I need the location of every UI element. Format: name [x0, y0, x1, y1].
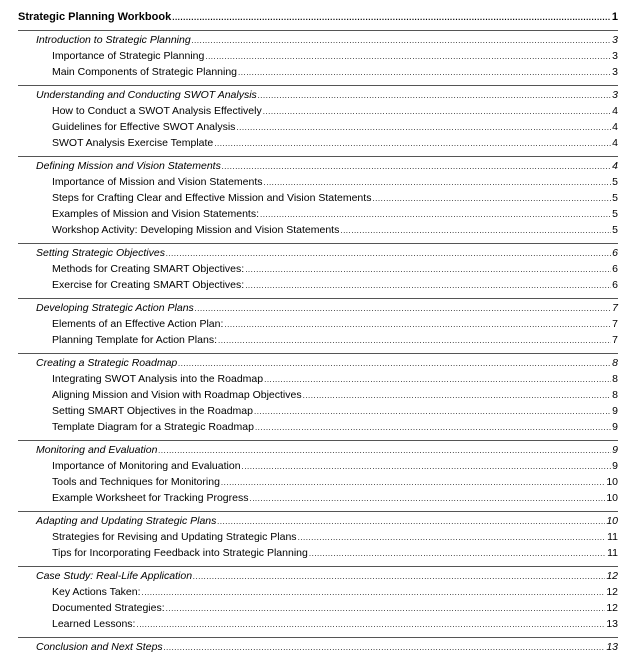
toc-chapter-entry-label: Introduction to Strategic Planning — [36, 34, 191, 46]
toc-subentry-label: Methods for Creating SMART Objectives: — [52, 263, 245, 275]
toc-subentry-label: Main Components of Strategic Planning — [52, 66, 238, 78]
toc-subentry-page: 4 — [612, 137, 618, 149]
toc-subentry-label: Guidelines for Effective SWOT Analysis — [52, 121, 236, 133]
toc-subentry-page: 6 — [612, 263, 618, 275]
toc-chapter-entry-page: 13 — [606, 641, 618, 653]
dot-leader — [166, 246, 611, 262]
dot-leader — [214, 136, 611, 152]
toc-chapter-entry[interactable] — [18, 87, 618, 103]
toc-subentry[interactable] — [18, 419, 618, 435]
toc-subentry-label: Example Worksheet for Tracking Progress — [52, 492, 249, 504]
toc-subentry[interactable] — [18, 316, 618, 332]
dot-leader — [205, 49, 611, 65]
toc-section — [18, 511, 618, 561]
dot-leader — [166, 601, 606, 617]
toc-chapter-entry[interactable] — [18, 639, 618, 655]
toc-subentry-label: Elements of an Effective Action Plan: — [52, 318, 224, 330]
dot-leader — [195, 301, 611, 317]
dot-leader — [249, 491, 605, 507]
dot-leader — [192, 33, 611, 49]
toc-subentry-label: SWOT Analysis Exercise Template — [52, 137, 214, 149]
dot-leader — [172, 9, 611, 27]
dot-leader — [264, 372, 611, 388]
toc-subentry-label: Workshop Activity: Developing Mission and Vision Statements — [52, 224, 340, 236]
toc-subentry-label: How to Conduct a SWOT Analysis Effectively — [52, 105, 262, 117]
toc-subentry-label: Key Actions Taken: — [52, 586, 141, 598]
toc-chapter-entry-page: 7 — [612, 302, 618, 314]
toc-subentry[interactable] — [18, 135, 618, 151]
toc-chapter-entry-page: 6 — [612, 247, 618, 259]
toc-subentry[interactable] — [18, 458, 618, 474]
toc-chapter-entry-page: 3 — [612, 34, 618, 46]
dot-leader — [242, 459, 612, 475]
dot-leader — [255, 420, 611, 436]
toc-chapter-entry-page: 10 — [606, 515, 618, 527]
toc-subentry-page: 4 — [612, 121, 618, 133]
toc-subentry-label: Setting SMART Objectives in the Roadmap — [52, 405, 253, 417]
toc-title-page: 1 — [611, 11, 618, 23]
toc-subentry-label: Strategies for Revising and Updating Strategic Plans — [52, 531, 297, 543]
toc-subentry-page: 12 — [606, 586, 618, 598]
dot-leader — [178, 356, 611, 372]
toc-subentry-label: Planning Template for Action Plans: — [52, 334, 217, 346]
toc-subentry[interactable] — [18, 206, 618, 222]
toc-chapter-entry[interactable] — [18, 158, 618, 174]
toc-chapter-entry[interactable] — [18, 568, 618, 584]
toc-section — [18, 85, 618, 151]
toc-subentry[interactable] — [18, 190, 618, 206]
toc-chapter-entry[interactable] — [18, 300, 618, 316]
toc-section — [18, 243, 618, 293]
dot-leader — [238, 65, 611, 81]
dot-leader — [263, 104, 611, 120]
toc-subentry[interactable] — [18, 529, 618, 545]
toc-subentry-page: 8 — [612, 373, 618, 385]
toc-sections — [18, 30, 618, 655]
toc-chapter-entry-label: Monitoring and Evaluation — [36, 444, 158, 456]
toc-chapter-entry[interactable] — [18, 32, 618, 48]
toc-subentry[interactable] — [18, 474, 618, 490]
toc-subentry[interactable] — [18, 261, 618, 277]
toc-subentry-label: Tools and Techniques for Monitoring — [52, 476, 220, 488]
toc-subentry-page: 7 — [612, 334, 618, 346]
dot-leader — [136, 617, 605, 633]
toc-chapter-entry-page: 9 — [612, 444, 618, 456]
toc-title: Strategic Planning Workbook — [18, 11, 172, 23]
toc-subentry[interactable] — [18, 119, 618, 135]
toc-chapter-entry-label: Case Study: Real-Life Application — [36, 570, 193, 582]
dot-leader — [258, 88, 611, 104]
toc-chapter-entry-label: Defining Mission and Vision Statements — [36, 160, 221, 172]
toc-subentry[interactable] — [18, 48, 618, 64]
toc-subentry[interactable] — [18, 103, 618, 119]
toc-subentry[interactable] — [18, 387, 618, 403]
toc-subentry-page: 6 — [612, 279, 618, 291]
toc-subentry-label: Documented Strategies: — [52, 602, 165, 614]
dot-leader — [164, 640, 606, 656]
toc-subentry[interactable] — [18, 545, 618, 561]
toc-section — [18, 30, 618, 80]
toc-chapter-entry-label: Creating a Strategic Roadmap — [36, 357, 178, 369]
toc-subentry-label: Steps for Crafting Clear and Effective Mission and Vision Statements — [52, 192, 372, 204]
dot-leader — [193, 569, 605, 585]
dot-leader — [309, 546, 606, 562]
dot-leader — [264, 175, 612, 191]
toc-subentry-page: 13 — [606, 618, 618, 630]
toc-subentry-page: 7 — [612, 318, 618, 330]
table-of-contents — [18, 8, 618, 655]
dot-leader — [221, 475, 605, 491]
toc-chapter-entry-page: 4 — [612, 160, 618, 172]
toc-chapter-entry-label: Adapting and Updating Strategic Plans — [36, 515, 217, 527]
dot-leader — [245, 262, 611, 278]
toc-subentry[interactable] — [18, 600, 618, 616]
toc-subentry[interactable] — [18, 490, 618, 506]
dot-leader — [142, 585, 606, 601]
toc-section — [18, 566, 618, 632]
dot-leader — [224, 317, 611, 333]
dot-leader — [254, 404, 611, 420]
toc-subentry-label: Learned Lessons: — [52, 618, 136, 630]
toc-subentry[interactable] — [18, 584, 618, 600]
dot-leader — [217, 514, 605, 530]
toc-chapter-entry-page: 3 — [612, 89, 618, 101]
toc-subentry-label: Exercise for Creating SMART Objectives: — [52, 279, 245, 291]
toc-subentry[interactable] — [18, 64, 618, 80]
toc-subentry[interactable] — [18, 277, 618, 293]
toc-chapter-entry-label: Conclusion and Next Steps — [36, 641, 163, 653]
toc-subentry-page: 5 — [612, 192, 618, 204]
toc-subentry-page: 10 — [606, 476, 618, 488]
toc-subentry-page: 5 — [612, 176, 618, 188]
toc-subentry-page: 11 — [607, 531, 618, 543]
toc-chapter-entry-label: Developing Strategic Action Plans — [36, 302, 194, 314]
toc-section — [18, 353, 618, 435]
toc-subentry-page: 5 — [612, 208, 618, 220]
dot-leader — [303, 388, 612, 404]
toc-subentry-page: 3 — [612, 50, 618, 62]
toc-chapter-entry-page: 12 — [606, 570, 618, 582]
toc-subentry-page: 11 — [607, 547, 618, 559]
toc-subentry-label: Template Diagram for a Strategic Roadmap — [52, 421, 254, 433]
toc-subentry-label: Importance of Monitoring and Evaluation — [52, 460, 241, 472]
dot-leader — [236, 120, 611, 136]
toc-subentry[interactable] — [18, 371, 618, 387]
toc-subentry[interactable] — [18, 174, 618, 190]
toc-chapter-entry[interactable] — [18, 245, 618, 261]
toc-subentry-label: Integrating SWOT Analysis into the Roadmap — [52, 373, 264, 385]
toc-subentry-page: 9 — [612, 421, 618, 433]
toc-section — [18, 156, 618, 238]
toc-subentry-page: 12 — [606, 602, 618, 614]
toc-subentry-label: Examples of Mission and Vision Statements: — [52, 208, 259, 220]
dot-leader — [158, 443, 611, 459]
dot-leader — [222, 159, 611, 175]
toc-chapter-entry-page: 8 — [612, 357, 618, 369]
toc-chapter-entry-label: Setting Strategic Objectives — [36, 247, 165, 259]
dot-leader — [260, 207, 611, 223]
toc-subentry[interactable] — [18, 222, 618, 238]
toc-subentry-page: 9 — [612, 405, 618, 417]
dot-leader — [218, 333, 611, 349]
toc-subentry-page: 5 — [612, 224, 618, 236]
dot-leader — [340, 223, 611, 239]
toc-subentry-label: Aligning Mission and Vision with Roadmap Objectives — [52, 389, 302, 401]
toc-chapter-entry[interactable] — [18, 355, 618, 371]
toc-subentry-page: 3 — [612, 66, 618, 78]
toc-subentry-label: Tips for Incorporating Feedback into Strategic Planning — [52, 547, 308, 559]
toc-subentry-page: 8 — [612, 389, 618, 401]
toc-section — [18, 298, 618, 348]
toc-subentry-label: Importance of Mission and Vision Statements — [52, 176, 263, 188]
toc-chapter-entry-label: Understanding and Conducting SWOT Analysis — [36, 89, 257, 101]
toc-subentry[interactable] — [18, 616, 618, 632]
dot-leader — [245, 278, 611, 294]
toc-chapter-entry[interactable] — [18, 442, 618, 458]
toc-subentry-page: 4 — [612, 105, 618, 117]
toc-subentry[interactable] — [18, 403, 618, 419]
toc-subentry[interactable] — [18, 332, 618, 348]
toc-subentry-page: 9 — [612, 460, 618, 472]
toc-title-entry[interactable] — [18, 8, 618, 26]
toc-chapter-entry[interactable] — [18, 513, 618, 529]
toc-subentry-label: Importance of Strategic Planning — [52, 50, 205, 62]
dot-leader — [372, 191, 611, 207]
dot-leader — [298, 530, 607, 546]
toc-subentry-page: 10 — [606, 492, 618, 504]
toc-section — [18, 440, 618, 506]
